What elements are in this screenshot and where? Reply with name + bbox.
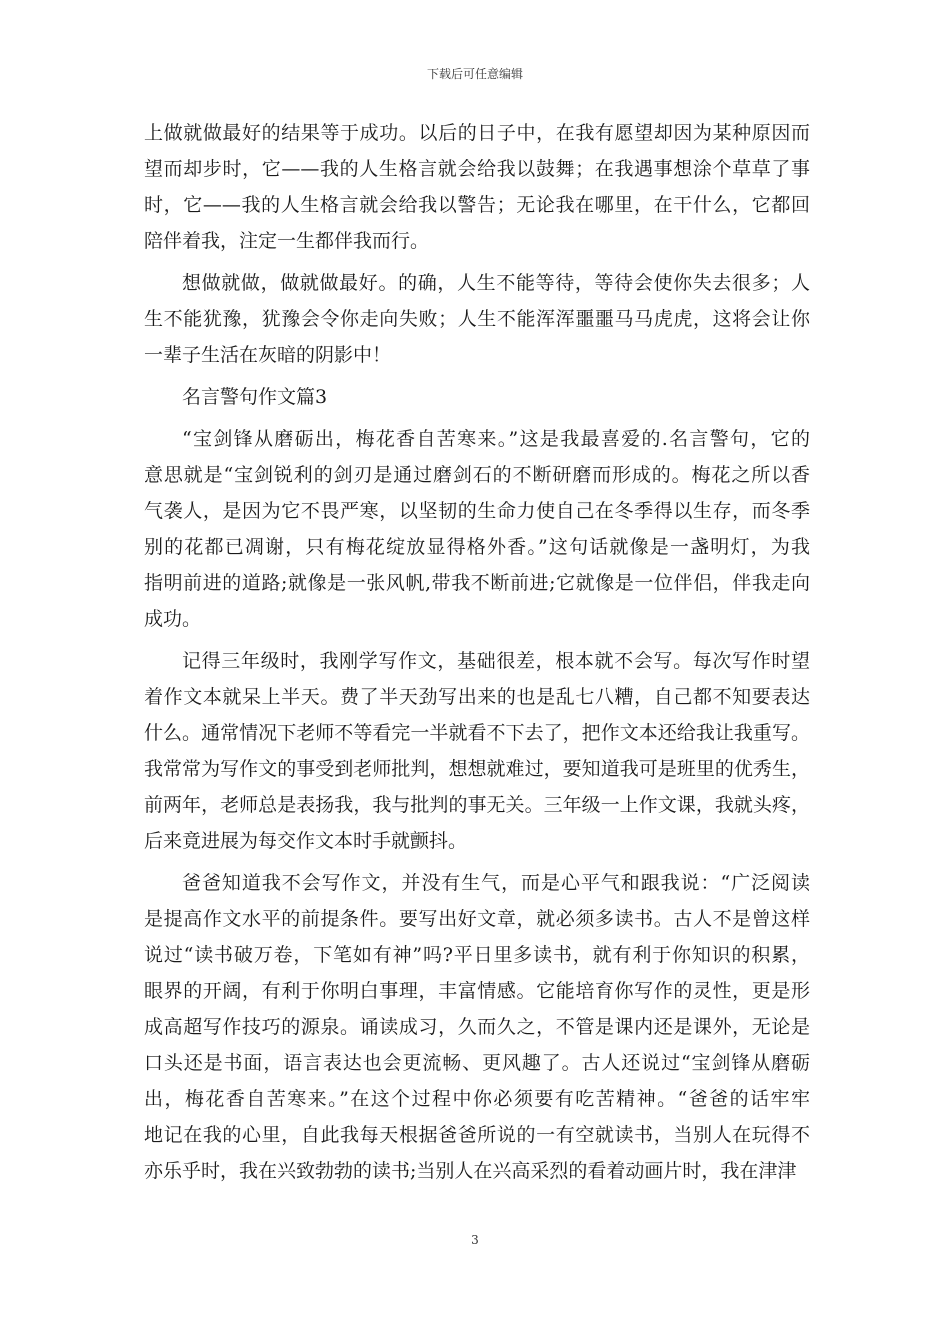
text-line: 是提高作文水平的前提条件。要写出好文章，就必须多读书。古人不是曾这样 [144, 908, 810, 930]
text-line: 出，梅花香自苦寒来。”在这个过程中你必须要有吃苦精神。“爸爸的话牢牢 [144, 1088, 810, 1110]
text-line: 生不能犹豫，犹豫会令你走向失败；人生不能浑浑噩噩马马虎虎，这将会让你 [144, 308, 810, 330]
text-line: 前两年，老师总是表扬我，我与批判的事无关。三年级一上作文课，我就头疼， [144, 794, 810, 816]
text-line: 气袭人，是因为它不畏严寒，以坚韧的生命力使自己在冬季得以生存，而冬季 [144, 500, 810, 522]
paragraph [144, 379, 810, 415]
text-line: 时，它——我的人生格言就会给我以警告；无论我在哪里，在干什么，它都回 [144, 194, 810, 216]
paragraph [144, 865, 810, 1189]
text-line: 望而却步时，它——我的人生格言就会给我以鼓舞；在我遇事想涂个草草了事 [144, 158, 810, 180]
text-line: 着作文本就呆上半天。费了半天劲写出来的也是乱七八糟，自己都不知要表达 [144, 686, 810, 708]
text-line: 地记在我的心里，自此我每天根据爸爸所说的一有空就读书，当别人在玩得不 [144, 1124, 810, 1146]
paragraph [144, 115, 810, 259]
text-line: 名言警句作文篇3 [182, 386, 328, 408]
text-line: 陪伴着我，注定一生都伴我而行。 [144, 230, 430, 252]
text-line: 亦乐乎时，我在兴致勃勃的读书;当别人在兴高采烈的看着动画片时，我在津津 [144, 1160, 797, 1182]
text-line: 指明前进的道路;就像是一张风帆,带我不断前进;它就像是一位伴侣，伴我走向 [144, 572, 810, 594]
text-line: 意思就是“宝剑锐利的剑刃是通过磨剑石的不断研磨而形成的。梅花之所以香 [144, 464, 810, 486]
text-line: 别的花都已凋谢，只有梅花绽放显得格外香。”这句话就像是一盏明灯，为我 [144, 536, 810, 558]
text-line: 上做就做最好的结果等于成功。以后的日子中，在我有愿望却因为某种原因而 [144, 122, 810, 144]
text-line: 成高超写作技巧的源泉。诵读成习，久而久之，不管是课内还是课外，无论是 [144, 1016, 810, 1038]
text-line: “宝剑锋从磨砺出，梅花香自苦寒来。”这是我最喜爱的.名言警句，它的 [182, 428, 810, 450]
page-number: 3 [471, 1233, 479, 1247]
document-body [144, 115, 810, 1189]
paragraph [144, 421, 810, 637]
paragraph [144, 643, 810, 859]
text-line: 说过“读书破万卷，下笔如有神”吗?平日里多读书，就有利于你知识的积累， [144, 944, 810, 966]
text-line: 口头还是书面，语言表达也会更流畅、更风趣了。古人还说过“宝剑锋从磨砺 [144, 1052, 810, 1074]
text-line: 后来竟进展为每交作文本时手就颤抖。 [144, 830, 468, 852]
text-line: 成功。 [144, 608, 202, 630]
text-line: 想做就做，做就做最好。的确，人生不能等待，等待会使你失去很多；人 [182, 272, 810, 294]
page-header: 下载后可任意编辑 [426, 67, 523, 81]
text-line: 眼界的开阔，有利于你明白事理，丰富情感。它能培育你写作的灵性，更是形 [144, 980, 810, 1002]
text-line: 记得三年级时，我刚学写作文，基础很差，根本就不会写。每次写作时望 [182, 650, 810, 672]
text-line: 爸爸知道我不会写作文，并没有生气，而是心平气和跟我说：“广泛阅读 [182, 872, 810, 894]
text-line: 一辈子生活在灰暗的阴影中！ [144, 344, 392, 366]
text-line: 我常常为写作文的事受到老师批判，想想就难过，要知道我可是班里的优秀生， [144, 758, 810, 780]
text-line: 什么。通常情况下老师不等看完一半就看不下去了，把作文本还给我让我重写。 [144, 722, 810, 744]
paragraph [144, 265, 810, 373]
